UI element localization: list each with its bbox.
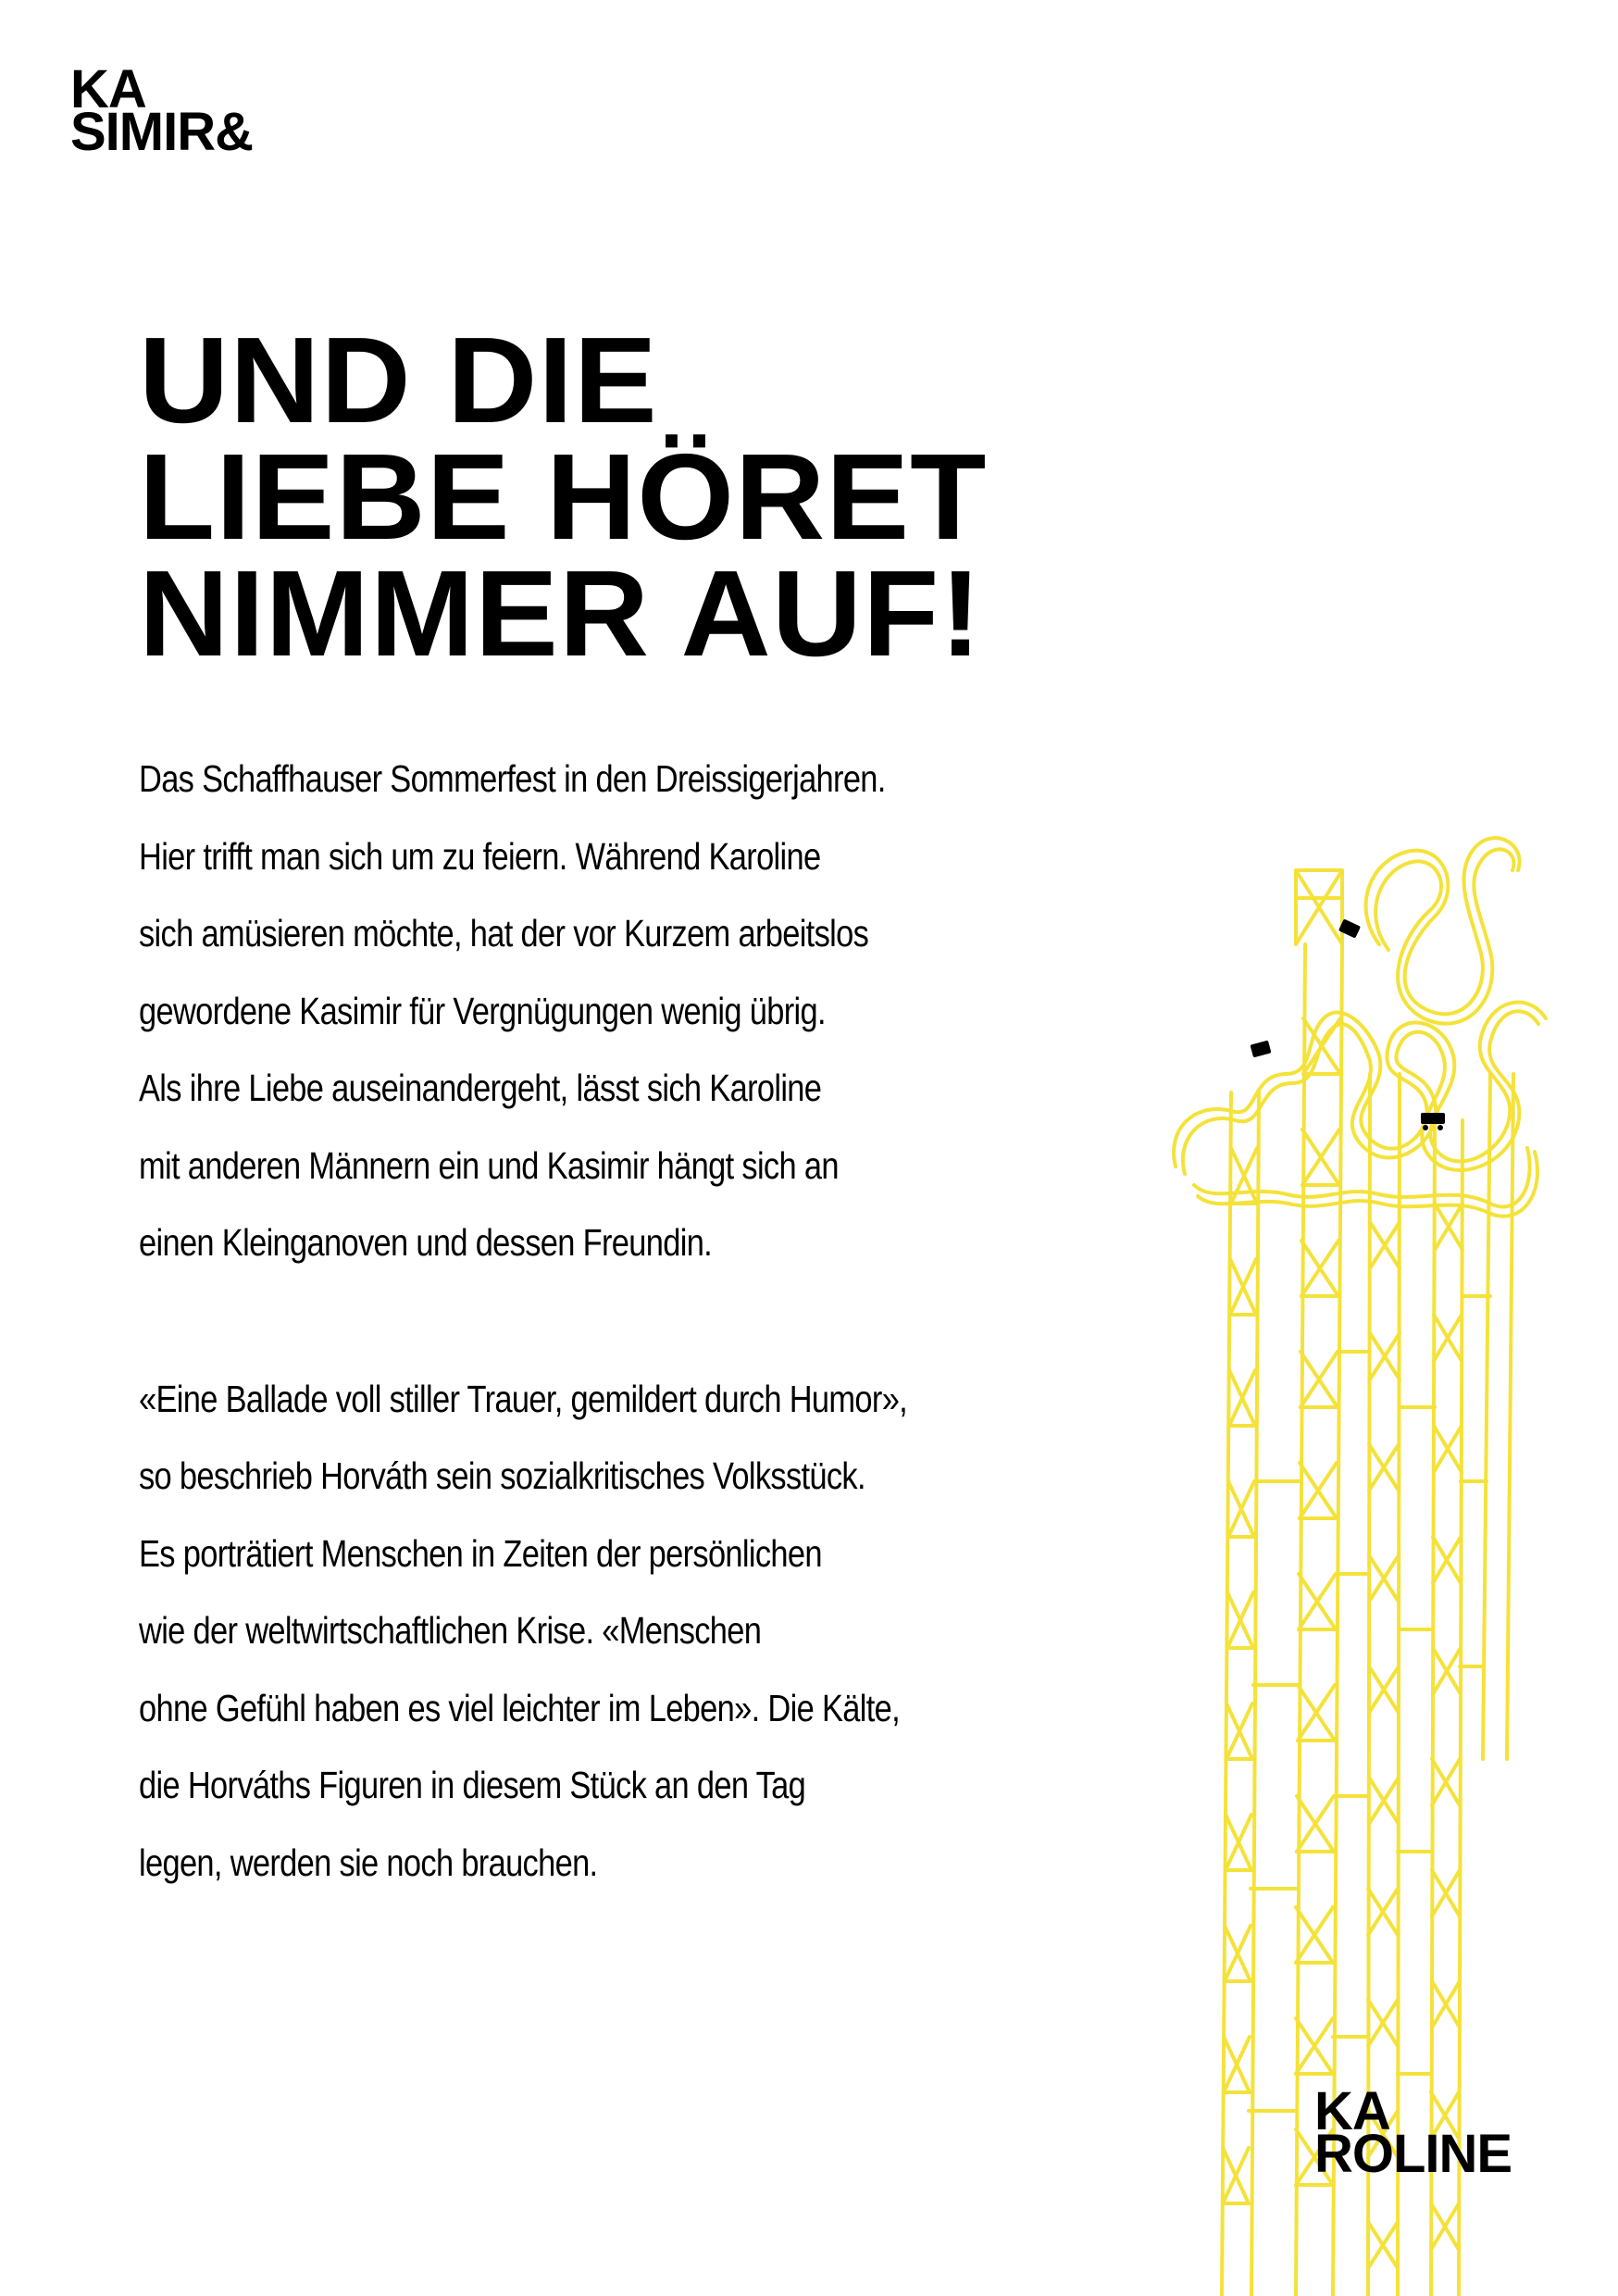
text-line-content: die Horváths Figuren in diesem Stück an den Tag [139,1764,806,1806]
text-line-content: einen Kleinganoven und dessen Freundin. [139,1221,713,1264]
text-line [139,1050,1157,1128]
text-line-content: Es porträtiert Menschen in Zeiten der persönlichen [139,1531,822,1575]
text-line [139,818,1157,896]
logo-karoline [1314,2081,1574,2184]
text-line-content: Hier trifft man sich um zu feiern. Während Karoline [139,834,821,878]
text-line [139,1825,1157,1903]
logo-karoline-line-1: KA [1314,2081,1390,2141]
text-line-content: Als ihre Liebe auseinandergeht, lässt sich Karoline [139,1067,822,1109]
logo-kasimir-line-1: KA [70,59,146,119]
body-copy [139,741,1157,1902]
text-line-content: ohne Gefühl haben es viel leichter im Leben». Die Kälte, [139,1686,900,1729]
text-line-content: gewordene Kasimir für Vergnügungen wenig übrig. [139,989,826,1032]
text-line [139,895,1157,973]
text-line [139,741,1157,818]
text-line-content: sich amüsieren möchte, hat der vor Kurzem arbeitslos [139,912,869,955]
text-line-content: legen, werden sie noch brauchen. [139,1841,598,1884]
text-line [139,1670,1157,1748]
text-line-content: mit anderen Männern ein und Kasimir hängt sich an [139,1143,839,1187]
headline-line-1: UND DIE [139,312,658,448]
headline-line-2: LIEBE HÖRET [139,429,988,565]
page-title [139,312,1272,681]
text-line-content: wie der weltwirtschaftlichen Krise. «Menschen [139,1609,762,1652]
logo-karoline-line-2: ROLINE [1314,2124,1512,2184]
text-line-content: «Eine Ballade voll stiller Trauer, gemildert durch Humor», [139,1377,908,1420]
text-line [139,973,1157,1051]
text-line [139,1747,1157,1825]
paragraph-2 [139,1361,1157,1903]
roller-coaster-scaffold-icon [1157,833,1564,2296]
logo-kasimir [70,59,311,162]
text-line-content: so beschrieb Horváth sein sozialkritisches Volksstück. [139,1454,865,1497]
headline-line-3: NIMMER AUF! [139,545,983,681]
text-line [139,1592,1157,1670]
text-line [139,1204,1157,1282]
paragraph-1 [139,741,1157,1282]
logo-kasimir-line-2: SIMIR& [70,102,253,162]
text-line [139,1438,1157,1516]
text-line-content: Das Schaffhauser Sommerfest in den Dreissigerjahren. [139,757,886,800]
text-line [139,1516,1157,1593]
text-line [139,1361,1157,1439]
text-line [139,1128,1157,1205]
